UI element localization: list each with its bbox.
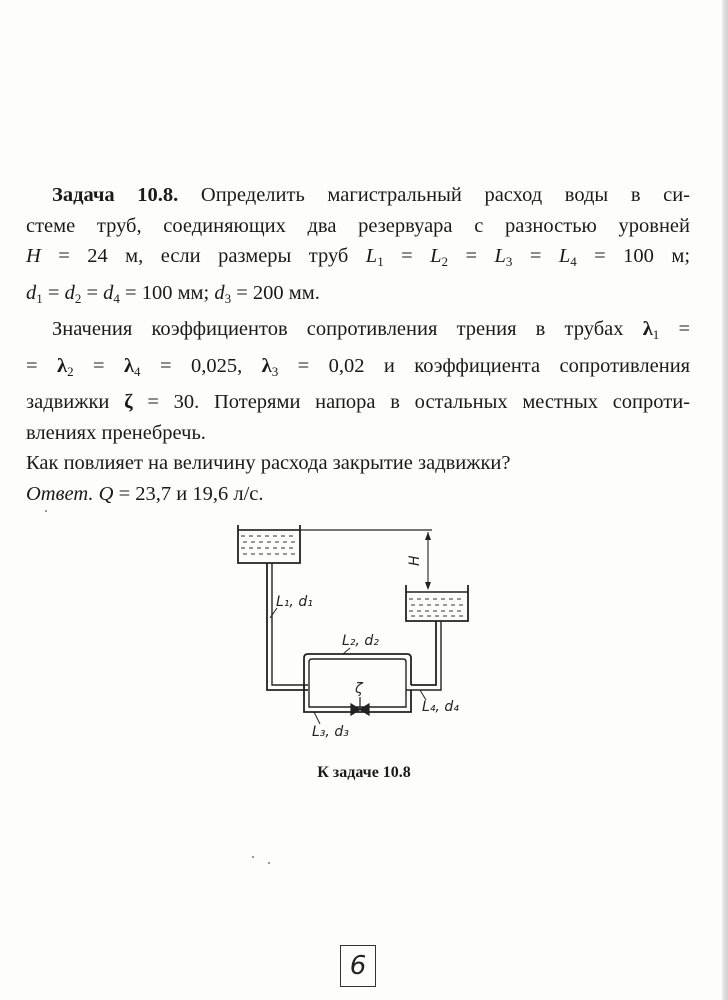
op: = — [297, 354, 310, 377]
text-run: 30. — [173, 391, 200, 413]
symbol-Q: Q — [98, 482, 114, 505]
line-7 — [26, 387, 690, 418]
text-run: 0,025, — [190, 354, 243, 377]
op: = — [92, 354, 105, 377]
label-zeta: ζ — [355, 681, 363, 697]
op: = — [236, 281, 248, 304]
text-run: влениях пренебречь. — [26, 421, 206, 444]
subscript: 3 — [271, 363, 279, 379]
problem-paragraph-2 — [26, 314, 690, 448]
op: = — [47, 281, 60, 304]
text-run: стеме труб, соединяющих два резервуара с разностью уровней — [26, 214, 690, 237]
op: = — [465, 245, 478, 267]
scan-speck — [252, 856, 254, 858]
page-edge — [722, 0, 728, 1000]
symbol-d: d — [26, 281, 37, 304]
upper-reservoir — [238, 525, 300, 563]
h-arrow-top — [425, 532, 431, 540]
subscript: 2 — [74, 290, 82, 306]
symbol-zeta: ζ — [124, 391, 133, 413]
op: = — [529, 245, 542, 267]
line-4 — [26, 278, 690, 315]
op: = — [58, 245, 70, 267]
label-l2-d2: L₂, d₂ — [342, 633, 379, 649]
label-l3-d3: L₃, d₃ — [312, 724, 349, 740]
text-run: 100 м; — [623, 245, 691, 267]
symbol-L: L — [494, 245, 506, 267]
problem-paragraph-3 — [26, 448, 690, 479]
subscript: 4 — [113, 290, 120, 306]
label-l4-d4: L₄, d₄ — [422, 699, 459, 715]
text-run: 200 мм. — [252, 281, 320, 304]
text-run: Как повлияет на величину расхода закрытие задвижки? — [26, 452, 511, 474]
text-run: Потерями напора в остальных местных сопроти- — [213, 391, 691, 413]
label-h: H — [407, 555, 423, 566]
symbol-lambda: λ — [642, 318, 653, 340]
problem-title: Задача 10.8. — [52, 184, 179, 206]
symbol-H: H — [26, 245, 41, 267]
subscript: 2 — [441, 254, 449, 269]
pipe-l4 — [411, 621, 436, 685]
op: = — [118, 482, 131, 505]
subscript: 1 — [36, 290, 43, 306]
text-run: Определить магистральный расход воды в си- — [200, 184, 690, 206]
subscript: 1 — [652, 327, 660, 342]
figure-caption: К задаче 10.8 — [317, 764, 411, 781]
text-run: 100 мм; — [141, 281, 210, 304]
pipe-system-diagram — [200, 500, 520, 750]
symbol-d: d — [64, 281, 75, 304]
water-hatching — [241, 536, 465, 616]
scan-speck — [268, 862, 270, 864]
scan-speck — [45, 510, 47, 512]
line-3 — [26, 241, 690, 278]
op: = — [26, 354, 38, 377]
answer-label: Ответ. — [26, 482, 94, 505]
op: = — [159, 354, 172, 377]
problem-paragraph-1 — [26, 180, 690, 314]
symbol-d: d — [214, 281, 225, 304]
text-run: задвижки — [26, 391, 110, 413]
answer-value: 23,7 и 19,6 л/с. — [135, 482, 264, 505]
symbol-lambda: λ — [56, 354, 68, 377]
op: = — [401, 245, 413, 267]
symbol-d: d — [103, 281, 114, 304]
line-1 — [26, 180, 690, 211]
line-9 — [26, 448, 690, 479]
text-run: 24 м, если размеры труб — [87, 245, 349, 267]
text-run: Значения коэффициентов сопротивления трения в трубах — [52, 318, 624, 340]
text-run: 0,02 — [328, 354, 365, 377]
op: = — [86, 281, 98, 304]
subscript: 4 — [134, 363, 141, 379]
problem-text — [26, 180, 690, 509]
subscript: 4 — [570, 254, 577, 269]
symbol-L: L — [430, 245, 442, 267]
text-run: и коэффициента сопротивления — [383, 354, 691, 377]
symbol-lambda: λ — [123, 354, 135, 377]
line-6 — [26, 351, 690, 388]
op: = — [678, 318, 691, 340]
h-arrow-bottom — [425, 582, 431, 590]
op: = — [594, 245, 606, 267]
op: = — [147, 391, 159, 413]
symbol-L: L — [558, 245, 571, 267]
line-8 — [26, 418, 690, 449]
subscript: 3 — [224, 290, 232, 306]
subscript: 2 — [67, 363, 74, 379]
label-l1-d1: L₁, d₁ — [276, 594, 313, 610]
subscript: 3 — [505, 254, 513, 269]
line-2 — [26, 211, 690, 242]
subscript: 1 — [377, 254, 384, 269]
page-number: 6 — [340, 945, 376, 987]
symbol-L: L — [365, 245, 378, 267]
pipe-l1 — [267, 563, 308, 690]
line-5 — [26, 314, 690, 351]
symbol-lambda: λ — [261, 354, 272, 377]
op: = — [125, 281, 137, 304]
